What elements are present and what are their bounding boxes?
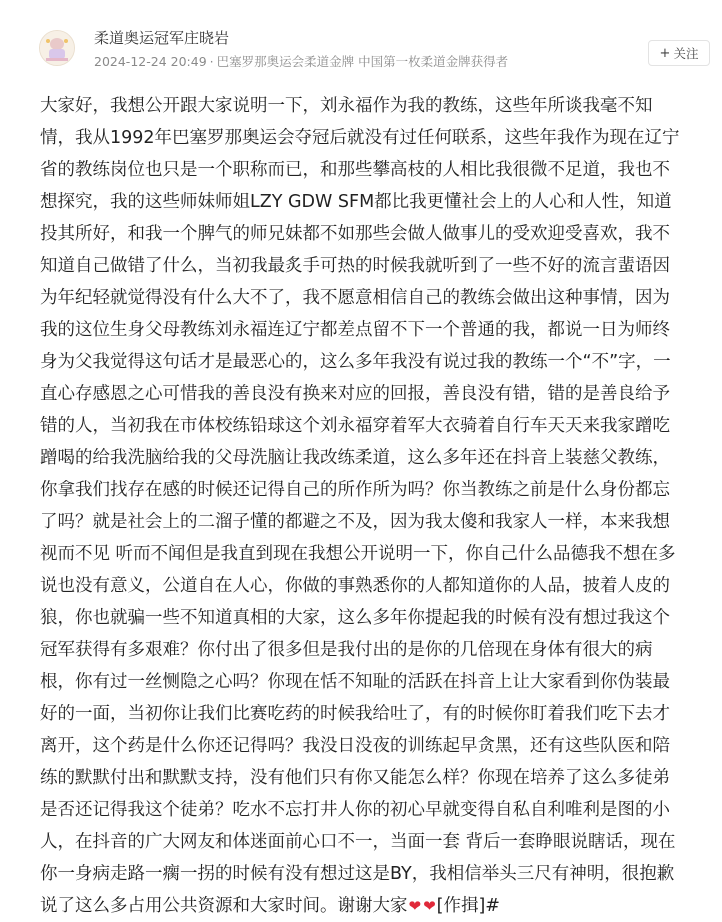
avatar[interactable] xyxy=(39,30,75,66)
heart-icon: ❤ xyxy=(423,897,436,915)
post-timestamp: 2024-12-24 20:49 xyxy=(94,54,207,69)
post-header xyxy=(0,0,722,80)
post-text: 大家好，我想公开跟大家说明一下，刘永福作为我的教练，这些年所谈我毫不知情，我从1992年巴塞罗那奥运会夺冠后就没有过任何联系，这些年我作为现在辽宁省的教练岗位也只是一个职称而已，和那些攀高枝的人相比我很微不足道，我也不想探究，我的这些师妹师姐LZY GDW SFM都比我更懂社会上的人心和人性，知道投其所好，和我一个脾气的师兄妹都不如那些会做人做事儿的受欢迎受喜欢，我不知道自己做错了什么，当初我最炙手可热的时候我就听到了一些不好的流言蜚语因为年纪轻就觉得没有什么大不了，我不愿意相信自己的教练会做出这种事情，因为我的这位生身父母教练刘永福连辽宁都差点留不下一个普通的我，都说一日为师终身为父我觉得这句话才是最恶心的，这么多年我没有说过我的教练一个“不”字，一直心存感恩之心可惜我的善良没有换来对应的回报，善良没有错，错的是善良给予错的人，当初我在市体校练铅球这个刘永福穿着军大衣骑着自行车天天来我家蹭吃蹭喝的给我洗脑给我的父母洗脑让我改练柔道，这么多年还在抖音上装慈父教练，你拿我们找存在感的时候还记得自己的所作所为吗？你当教练之前是什么身份都忘了吗？就是社会上的二溜子懂的都避之不及，因为我太傻和我家人一样，本来我想视而不见 听而不闻但是我直到现在我想公开说明一下，你自己什么品德我不想在多说也没有意义，公道自在人心，你做的事熟悉你的人都知道你的人品，披着人皮的狼，你也就骗一些不知道真相的大家，这么多年你提起我的时候有没有想过我这个冠军获得有多艰难？你付出了很多但是我付出的是你的几倍现在身体有很大的病根，你有过一丝恻隐之心吗？你现在恬不知耻的活跃在抖音上让大家看到你伪装最好的一面，当初你让我们比赛吃药的时候我给吐了，有的时候你盯着我们吃下去才离开，这个药是什么你还记得吗？我没日没夜的训练起早贪黑，还有这些队医和陪练的默默付出和默默支持，没有他们只有你又能怎么样？你现在培养了这么多徒弟是否还记得我这个徒弟？吃水不忘打井人你的初心早就变得自私自利唯利是图的小人，在抖音的广大网友和体迷面前心口不一，当面一套 背后一套睁眼说瞎话，现在你一身病走路一瘸一拐的时候有没有想过这是BY，我相信举头三尺有神明，很抱歉说了这么多占用公共资源和大家时间。谢谢大家 xyxy=(40,96,680,916)
heart-icon: ❤ xyxy=(408,897,422,915)
meta-separator: · xyxy=(209,54,214,69)
author-name[interactable]: 柔道奥运冠军庄晓岩 xyxy=(94,29,230,47)
follow-button-label: 关注 xyxy=(673,46,699,61)
post-body xyxy=(40,90,685,922)
avatar-image xyxy=(40,31,74,65)
follow-button[interactable] xyxy=(648,40,710,66)
post-source: 巴塞罗那奥运会柔道金牌 中国第一枚柔道金牌获得者 xyxy=(216,54,509,69)
post-trailing-emoji: [作揖]# xyxy=(436,896,500,916)
plus-icon: + xyxy=(659,45,671,61)
post-meta xyxy=(94,53,508,71)
